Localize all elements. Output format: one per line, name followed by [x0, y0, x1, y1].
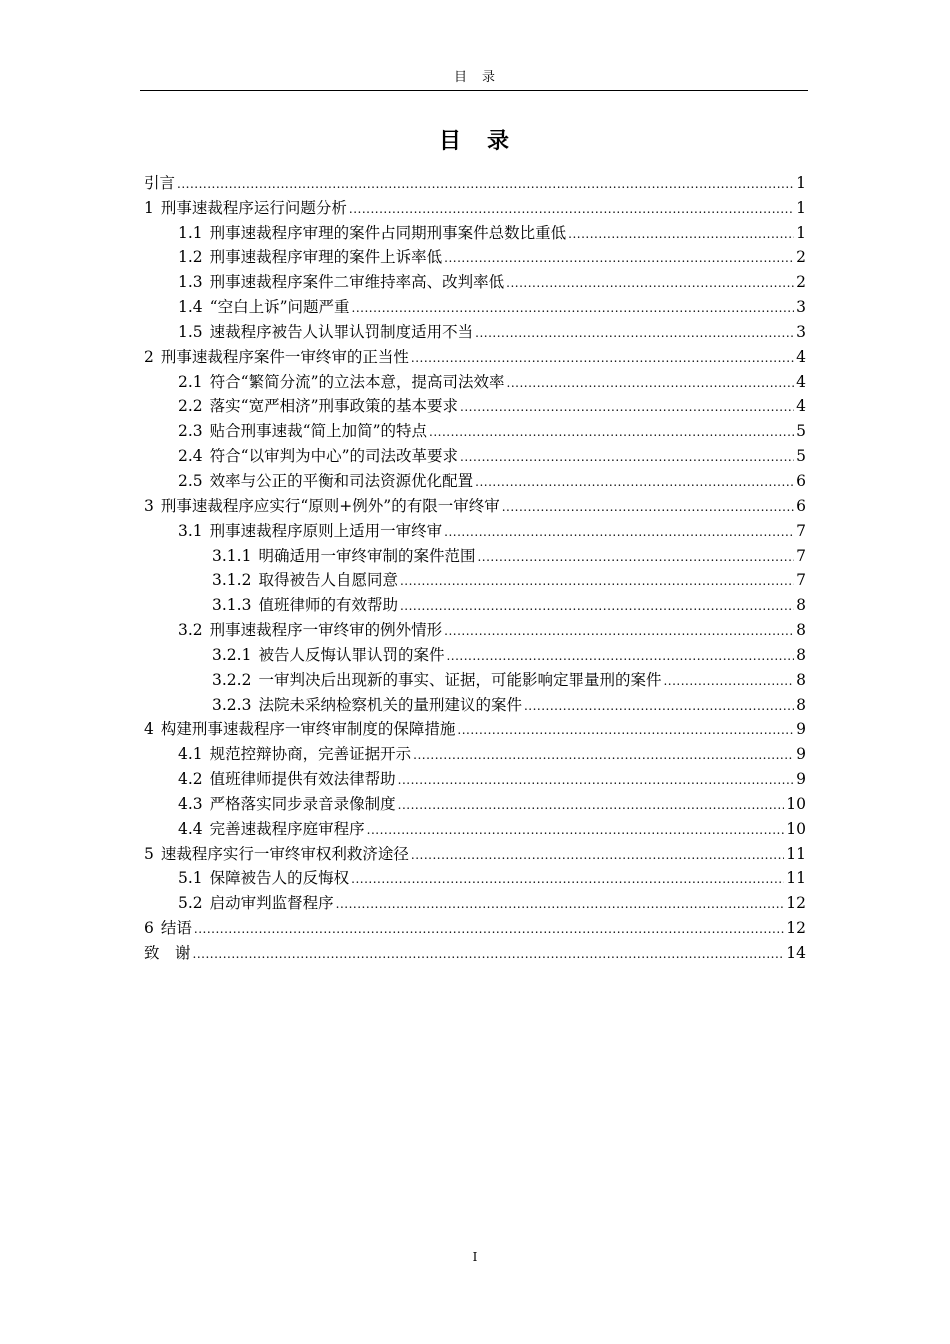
- toc-entry-page: 12: [786, 919, 806, 938]
- toc-entry[interactable]: [144, 839, 806, 864]
- toc-entry-title: [144, 918, 192, 938]
- table-of-contents: [144, 168, 806, 963]
- toc-entry-page: 10: [786, 819, 806, 838]
- toc-entry-number: 1.1: [178, 223, 203, 242]
- toc-entry-title: [144, 496, 500, 516]
- toc-entry-number: 5.1: [178, 869, 203, 888]
- toc-entry-page: 5: [796, 447, 806, 466]
- toc-entry-label: 刑事速裁程序案件二审维持率高、改判率低: [209, 273, 505, 292]
- toc-entry-label: 符合“以审判为中心”的司法改革要求: [209, 447, 459, 466]
- toc-entry-label: 保障被告人的反悔权: [209, 869, 350, 888]
- toc-entry-title: [178, 893, 334, 913]
- toc-entry-label: 法院未采纳检察机关的量刑建议的案件: [258, 695, 522, 714]
- toc-entry-title: [178, 794, 396, 814]
- toc-entry-page: 1: [796, 198, 806, 217]
- toc-entry[interactable]: [144, 168, 806, 193]
- toc-entry-label: 值班律师提供有效法律帮助: [209, 770, 396, 789]
- toc-entry-number: 1.2: [178, 248, 203, 267]
- toc-entry-page: 11: [786, 844, 806, 863]
- toc-entry-label: 取得被告人自愿同意: [258, 571, 398, 590]
- toc-dot-leader: [507, 372, 794, 392]
- toc-entry-number: 2.5: [178, 471, 203, 490]
- toc-entry-number: 2.1: [178, 372, 203, 391]
- toc-entry-number: 2.4: [178, 447, 203, 466]
- toc-dot-leader: [429, 421, 794, 441]
- toc-entry-label: 刑事速裁程序运行问题分析: [160, 198, 347, 217]
- toc-entry-page: 7: [796, 571, 806, 590]
- toc-dot-leader: [398, 769, 794, 789]
- toc-entry-title: [144, 198, 347, 218]
- toc-entry[interactable]: [144, 590, 806, 615]
- toc-entry-number: 1.3: [178, 273, 203, 292]
- toc-entry[interactable]: [144, 938, 806, 963]
- running-header: 目 录: [453, 70, 496, 85]
- toc-entry[interactable]: [144, 789, 806, 814]
- toc-entry-label: 致 谢: [144, 944, 191, 962]
- toc-entry-label: 落实“宽严相济”刑事政策的基本要求: [209, 397, 459, 416]
- toc-entry-title: [212, 695, 522, 715]
- toc-entry-page: 10: [786, 794, 806, 813]
- toc-entry[interactable]: [144, 392, 806, 417]
- toc-entry-label: 符合“繁简分流”的立法本意，提高司法效率: [209, 372, 505, 391]
- toc-dot-leader: [663, 670, 794, 690]
- toc-entry-number: 3.1: [178, 521, 203, 540]
- toc-entry-number: 4.2: [178, 770, 203, 789]
- toc-entry-title: [178, 297, 350, 317]
- toc-entry-page: 8: [796, 670, 806, 689]
- toc-entry-page: 8: [796, 621, 806, 640]
- toc-entry[interactable]: [144, 764, 806, 789]
- toc-entry[interactable]: [144, 218, 806, 243]
- toc-entry-page: 11: [786, 869, 806, 888]
- toc-entry-page: 1: [796, 173, 806, 192]
- toc-entry-page: 9: [796, 720, 806, 739]
- toc-entry-number: 2: [144, 347, 154, 366]
- toc-dot-leader: [460, 396, 794, 416]
- toc-entry-title: [212, 595, 398, 615]
- toc-entry-label: 规范控辩协商，完善证据开示: [209, 745, 412, 764]
- toc-entry[interactable]: [144, 665, 806, 690]
- toc-entry-title: [212, 570, 398, 590]
- toc-entry-label: 构建刑事速裁程序一审终审制度的保障措施: [160, 720, 456, 739]
- toc-dot-leader: [349, 198, 794, 218]
- toc-entry-page: 8: [796, 596, 806, 615]
- toc-entry-label: 一审判决后出现新的事实、证据，可能影响定罪量刑的案件: [258, 670, 662, 689]
- toc-entry-label: 刑事速裁程序一审终审的例外情形: [209, 621, 443, 640]
- header-rule: [140, 90, 808, 91]
- toc-entry-title: [178, 421, 427, 441]
- toc-entry-number: 1.5: [178, 322, 203, 341]
- toc-dot-leader: [460, 446, 794, 466]
- toc-entry-title: [178, 521, 442, 541]
- toc-entry-label: 刑事速裁程序审理的案件占同期刑事案件总数比重低: [209, 223, 567, 242]
- toc-entry-number: 1: [144, 198, 154, 217]
- toc-entry[interactable]: [144, 466, 806, 491]
- toc-entry-label: 被告人反悔认罪认罚的案件: [258, 645, 445, 664]
- toc-dot-leader: [502, 496, 794, 516]
- toc-entry-title: [178, 868, 349, 888]
- toc-entry-page: 2: [796, 248, 806, 267]
- toc-entry-title: [144, 347, 409, 367]
- toc-entry-label: 效率与公正的平衡和司法资源优化配置: [209, 471, 474, 490]
- toc-entry-title: [178, 272, 504, 292]
- toc-entry-label: 刑事速裁程序案件一审终审的正当性: [160, 347, 409, 366]
- toc-entry-label: 结语: [160, 919, 192, 938]
- toc-entry-title: [178, 372, 505, 392]
- toc-entry-number: 2.3: [178, 422, 203, 441]
- toc-entry-page: 12: [786, 894, 806, 913]
- toc-dot-leader: [336, 893, 785, 913]
- toc-entry-page: 7: [796, 546, 806, 565]
- toc-entry-page: 3: [796, 298, 806, 317]
- toc-entry-title: [178, 223, 566, 243]
- toc-entry[interactable]: [144, 193, 806, 218]
- toc-entry-number: 3.1.3: [212, 596, 252, 615]
- toc-entry-number: 4: [144, 720, 154, 739]
- toc-dot-leader: [411, 347, 794, 367]
- toc-entry-page: 1: [796, 223, 806, 242]
- toc-entry-title: [212, 645, 444, 665]
- toc-entry-title: [144, 719, 455, 739]
- toc-entry[interactable]: [144, 317, 806, 342]
- toc-entry[interactable]: [144, 441, 806, 466]
- toc-entry-label: “空白上诉”问题严重: [209, 298, 350, 317]
- toc-entry-title: [178, 769, 396, 789]
- toc-entry-number: 5: [144, 844, 154, 863]
- toc-entry-title: [178, 744, 411, 764]
- toc-entry-number: 4.4: [178, 819, 203, 838]
- page-number: I: [472, 1250, 478, 1264]
- toc-entry-title: [178, 620, 442, 640]
- toc-dot-leader: [475, 322, 794, 342]
- toc-entry-title: [178, 819, 365, 839]
- toc-dot-leader: [177, 173, 794, 193]
- toc-entry-number: 3.1.2: [212, 571, 252, 590]
- toc-dot-leader: [351, 868, 784, 888]
- toc-entry-label: 刑事速裁程序审理的案件上诉率低: [209, 248, 443, 267]
- toc-entry-title: [178, 247, 442, 267]
- toc-dot-leader: [400, 595, 794, 615]
- toc-entry-page: 9: [796, 745, 806, 764]
- toc-entry-label: 速裁程序实行一审终审权利救济途径: [160, 844, 409, 863]
- toc-entry-title: [212, 546, 475, 566]
- toc-dot-leader: [367, 819, 785, 839]
- toc-entry[interactable]: [144, 739, 806, 764]
- toc-entry-title: [178, 471, 473, 491]
- toc-entry-number: 3.2.3: [212, 695, 252, 714]
- toc-entry-number: 3.2: [178, 621, 203, 640]
- toc-dot-leader: [457, 719, 794, 739]
- toc-entry-number: 3.1.1: [212, 546, 252, 565]
- toc-entry-title: [178, 396, 458, 416]
- toc-entry-page: 2: [796, 273, 806, 292]
- toc-dot-leader: [477, 546, 794, 566]
- toc-dot-leader: [446, 645, 794, 665]
- toc-entry[interactable]: [144, 566, 806, 591]
- toc-entry-page: 4: [796, 397, 806, 416]
- toc-entry-number: 1.4: [178, 298, 203, 317]
- page-title: 目 录: [438, 128, 511, 154]
- toc-entry-page: 4: [796, 372, 806, 391]
- toc-entry-title: [144, 844, 409, 864]
- toc-entry[interactable]: [144, 913, 806, 938]
- toc-dot-leader: [411, 844, 784, 864]
- toc-entry-label: 值班律师的有效帮助: [258, 596, 398, 615]
- toc-dot-leader: [413, 744, 794, 764]
- toc-entry[interactable]: [144, 888, 806, 913]
- toc-entry-page: 4: [796, 347, 806, 366]
- toc-entry-title: [178, 446, 458, 466]
- toc-entry[interactable]: [144, 292, 806, 317]
- toc-entry-label: 刑事速裁程序原则上适用一审终审: [209, 521, 443, 540]
- toc-dot-leader: [444, 521, 794, 541]
- toc-entry-number: 3.2.2: [212, 670, 252, 689]
- toc-entry-label: 引言: [144, 173, 176, 192]
- toc-entry-number: 5.2: [178, 894, 203, 913]
- toc-entry[interactable]: [144, 715, 806, 740]
- toc-entry-page: 8: [796, 695, 806, 714]
- toc-dot-leader: [194, 918, 784, 938]
- toc-entry[interactable]: [144, 814, 806, 839]
- toc-dot-leader: [444, 620, 794, 640]
- toc-dot-leader: [400, 570, 794, 590]
- toc-entry-title: [144, 173, 175, 193]
- toc-dot-leader: [524, 695, 794, 715]
- toc-entry[interactable]: [144, 367, 806, 392]
- toc-entry-number: 2.2: [178, 397, 203, 416]
- toc-entry[interactable]: [144, 342, 806, 367]
- toc-entry-page: 6: [796, 496, 806, 515]
- toc-entry-page: 7: [796, 521, 806, 540]
- toc-entry-page: 14: [786, 944, 806, 962]
- toc-entry-label: 贴合刑事速裁“简上加简”的特点: [209, 422, 428, 441]
- toc-entry-number: 3.2.1: [212, 645, 252, 664]
- toc-entry-number: 6: [144, 919, 154, 938]
- toc-entry[interactable]: [144, 864, 806, 889]
- toc-entry[interactable]: [144, 243, 806, 268]
- toc-entry-page: 6: [796, 471, 806, 490]
- toc-entry[interactable]: [144, 615, 806, 640]
- toc-entry[interactable]: [144, 541, 806, 566]
- toc-entry[interactable]: [144, 416, 806, 441]
- toc-entry[interactable]: [144, 516, 806, 541]
- toc-entry-number: 3: [144, 496, 154, 515]
- toc-dot-leader: [352, 297, 794, 317]
- toc-entry[interactable]: [144, 640, 806, 665]
- toc-entry-label: 严格落实同步录音录像制度: [209, 794, 396, 813]
- toc-entry-label: 刑事速裁程序应实行“原则+例外”的有限一审终审: [160, 496, 500, 515]
- toc-entry-page: 5: [796, 422, 806, 441]
- toc-entry-page: 8: [796, 645, 806, 664]
- toc-entry-label: 启动审判监督程序: [209, 894, 334, 913]
- toc-dot-leader: [193, 943, 785, 963]
- toc-entry-title: [144, 943, 191, 963]
- toc-entry-label: 速裁程序被告人认罪认罚制度适用不当: [209, 322, 474, 341]
- toc-entry[interactable]: [144, 690, 806, 715]
- toc-entry[interactable]: [144, 491, 806, 516]
- toc-entry-title: [178, 322, 473, 342]
- toc-entry-number: 4.1: [178, 745, 203, 764]
- toc-dot-leader: [568, 223, 794, 243]
- toc-dot-leader: [444, 247, 794, 267]
- toc-entry-page: 9: [796, 770, 806, 789]
- toc-entry-label: 明确适用一审终审制的案件范围: [258, 546, 476, 565]
- toc-entry[interactable]: [144, 267, 806, 292]
- toc-entry-number: 4.3: [178, 794, 203, 813]
- toc-entry-label: 完善速裁程序庭审程序: [209, 819, 365, 838]
- toc-dot-leader: [398, 794, 785, 814]
- toc-dot-leader: [506, 272, 794, 292]
- toc-entry-page: 3: [796, 322, 806, 341]
- toc-entry-title: [212, 670, 661, 690]
- toc-dot-leader: [475, 471, 794, 491]
